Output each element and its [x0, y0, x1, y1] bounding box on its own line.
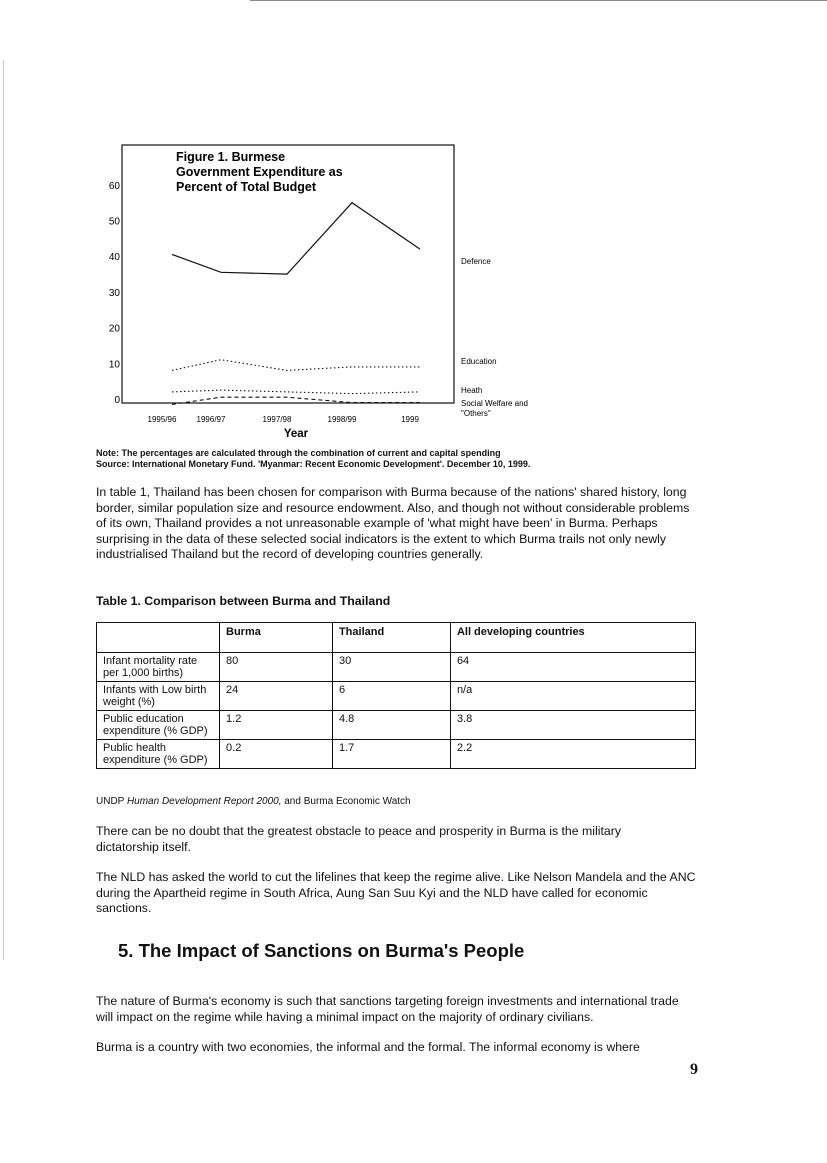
series-line	[172, 360, 420, 371]
table-row	[97, 682, 696, 711]
table-header-cell: Thailand	[332, 623, 450, 653]
table-header-cell: Burma	[220, 623, 333, 653]
table-cell: 2.2	[450, 740, 695, 769]
table-title: Table 1. Comparison between Burma and Thailand	[96, 594, 391, 608]
table-cell: 4.8	[332, 711, 450, 740]
table-header-row	[97, 623, 696, 653]
table-cell: 30	[332, 653, 450, 682]
table-header-cell	[97, 623, 220, 653]
series-line	[172, 203, 420, 274]
legend-label: Education	[461, 357, 497, 366]
scan-edge-mark	[3, 60, 4, 960]
table-cell: Infants with Low birth weight (%)	[97, 682, 220, 711]
legend-label: Heath	[461, 386, 483, 395]
chart-title-line-2: Government Expenditure as	[176, 165, 343, 179]
table-cell: 3.8	[450, 711, 695, 740]
table-source-prefix: UNDP	[96, 796, 127, 807]
table-cell: 64	[450, 653, 695, 682]
table-row	[97, 740, 696, 769]
table-cell: Public education expenditure (% GDP)	[97, 711, 220, 740]
paragraph-comparison: In table 1, Thailand has been chosen for comparison with Burma because of the nations' shared history, long border, similar population size and resource endowment. Also, and though not without considerable problems of its own, Thailand provides a not unreasonable example of 'what might have been' in Burma. Perhaps surprising in the data of these selected social indicators is the extent to which Burma trails not only newly industrialised Thailand but the record of developing countries generally.	[96, 485, 690, 561]
y-tick-label: 20	[108, 323, 120, 335]
y-tick-label: 40	[108, 252, 120, 264]
top-border-line	[250, 0, 827, 1]
legend-label: Defence	[461, 257, 491, 266]
table-cell: 6	[332, 682, 450, 711]
comparison-table	[96, 622, 696, 769]
figure-note-block	[96, 448, 530, 470]
table-cell: 24	[220, 682, 333, 711]
table-cell: Infant mortality rate per 1,000 births)	[97, 653, 220, 682]
table-cell: Public health expenditure (% GDP)	[97, 740, 220, 769]
y-tick-label: 60	[108, 180, 120, 192]
x-tick-label: 1996/97	[196, 415, 226, 424]
chart-title-line-1: Figure 1. Burmese	[176, 150, 286, 164]
x-axis-label: Year	[283, 428, 309, 440]
table-source-suffix: and Burma Economic Watch	[281, 796, 411, 807]
table-cell: 0.2	[220, 740, 333, 769]
table-row	[97, 653, 696, 682]
x-tick-label: 1999	[401, 415, 419, 424]
expenditure-chart	[95, 140, 595, 445]
table-cell: n/a	[450, 682, 695, 711]
table-source-title: Human Development Report 2000,	[126, 796, 282, 807]
y-tick-label: 30	[108, 287, 120, 299]
table-source	[96, 796, 411, 807]
series-line	[172, 390, 420, 394]
figure-note: Note: The percentages are calculated through the combination of current and capital spending	[96, 448, 501, 458]
x-tick-label: 1998/99	[327, 415, 357, 424]
table-cell: 1.7	[332, 740, 450, 769]
paragraph-obstacle: There can be no doubt that the greatest obstacle to peace and prosperity in Burma is the military dictatorship itself.	[96, 824, 621, 854]
table-row	[97, 711, 696, 740]
chart-title-line-3: Percent of Total Budget	[176, 180, 317, 194]
table-header-cell: All developing countries	[450, 623, 695, 653]
paragraph-economy: The nature of Burma's economy is such that sanctions targeting foreign investments and international trade will impact on the regime while having a minimal impact on the majority of ordinary civilians.	[96, 994, 679, 1024]
table-cell: 80	[220, 653, 333, 682]
y-tick-label: 50	[108, 216, 120, 228]
x-tick-label: 1997/98	[262, 415, 292, 424]
section-heading: 5. The Impact of Sanctions on Burma's People	[118, 940, 525, 961]
y-tick-label: 10	[108, 359, 120, 371]
page-number: 9	[690, 1061, 698, 1078]
table-cell: 1.2	[220, 711, 333, 740]
figure-source: Source: International Monetary Fund. 'Myanmar: Recent Economic Development'. December 10, 1999.	[96, 459, 531, 469]
paragraph-nld: The NLD has asked the world to cut the lifelines that keep the regime alive. Like Nelson Mandela and the ANC during the Apartheid regime in South Africa, Aung San Suu Kyi and the NLD have called for economic sanctions.	[96, 870, 696, 915]
y-tick-label: 0	[114, 395, 120, 406]
paragraph-two-economies: Burma is a country with two economies, the informal and the formal. The informal economy is where	[96, 1040, 640, 1054]
x-tick-label: 1995/96	[147, 415, 177, 424]
legend-label: Social Welfare and "Others"	[461, 399, 528, 418]
